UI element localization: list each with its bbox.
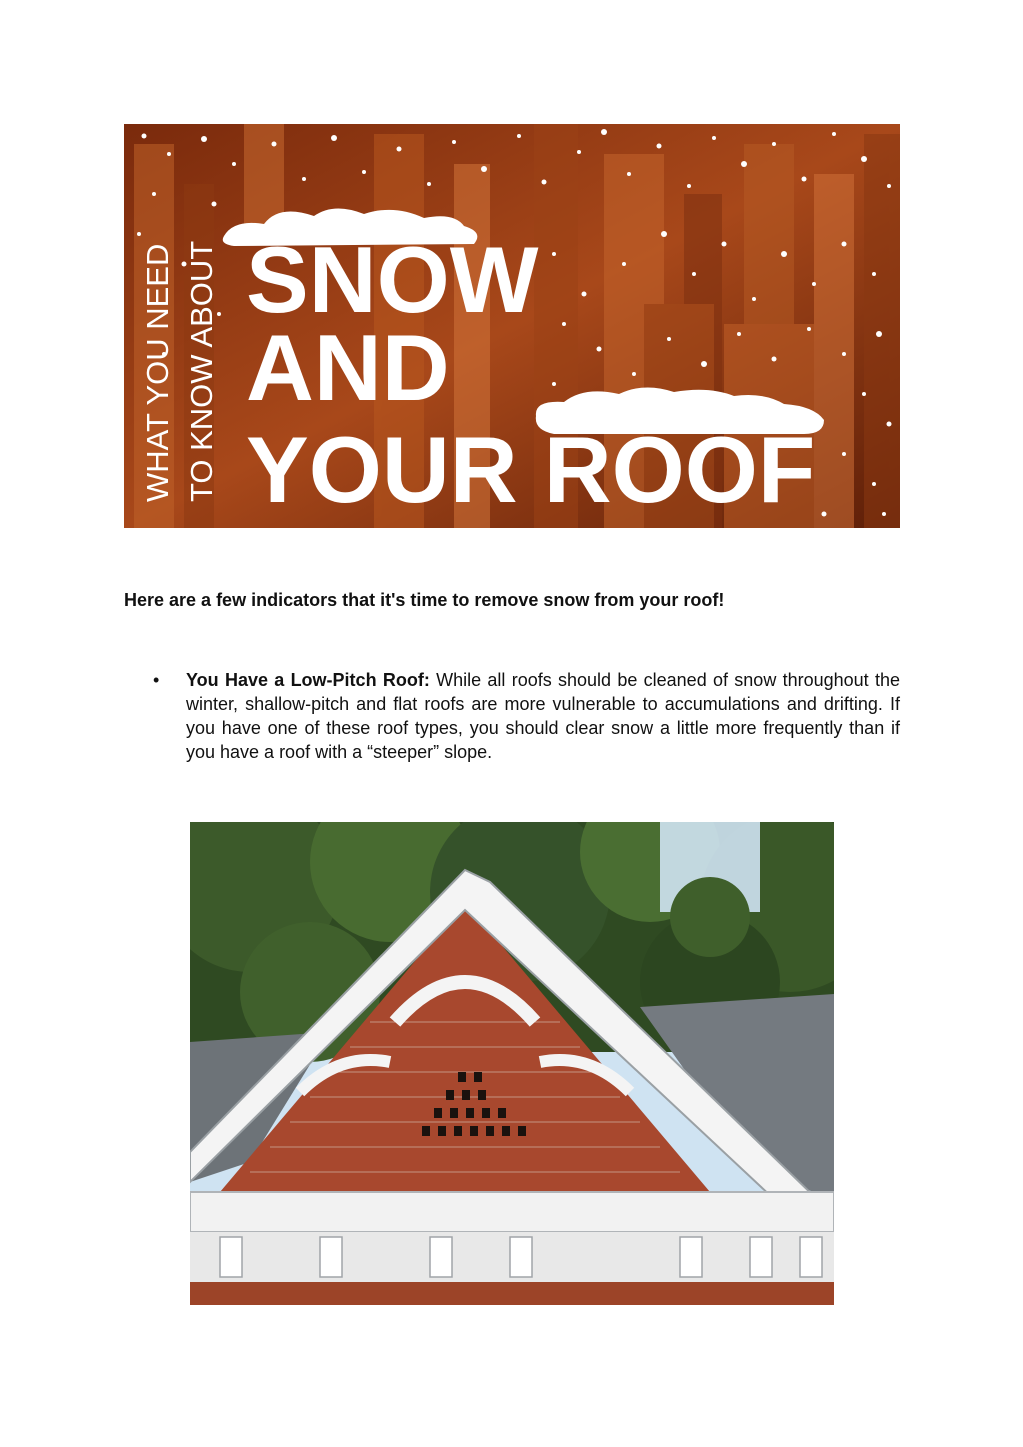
side-text-line2: TO KNOW ABOUT (184, 240, 219, 502)
hero-title-line2: AND (246, 315, 450, 420)
lower-brick-wall (190, 1282, 834, 1305)
hero-graphic (124, 124, 900, 528)
hero-title-line3: YOUR ROOF (246, 417, 816, 522)
bullet-body: While all roofs should be cleaned of snow throughout the winter, shallow-pitch and flat roofs are more vulnerable to accumulations and drifting. If you have one of these roof types, you should clear snow a little more frequently than if you have a roof with a “steeper” slope. (186, 670, 900, 762)
bullet-icon: • (153, 670, 160, 690)
side-text-line1: WHAT YOU NEED (140, 243, 175, 502)
cornice (190, 1192, 834, 1232)
hero-banner (124, 124, 900, 528)
indicator-list (124, 668, 900, 764)
intro-heading: Here are a few indicators that it's time to remove snow from your roof! (124, 590, 725, 610)
hero-title-line1: SNOW (246, 227, 539, 332)
roof-illustration (190, 822, 834, 1305)
bullet-lead: You Have a Low-Pitch Roof: (186, 670, 430, 690)
list-item (124, 668, 900, 764)
roof-photo (190, 822, 834, 1305)
